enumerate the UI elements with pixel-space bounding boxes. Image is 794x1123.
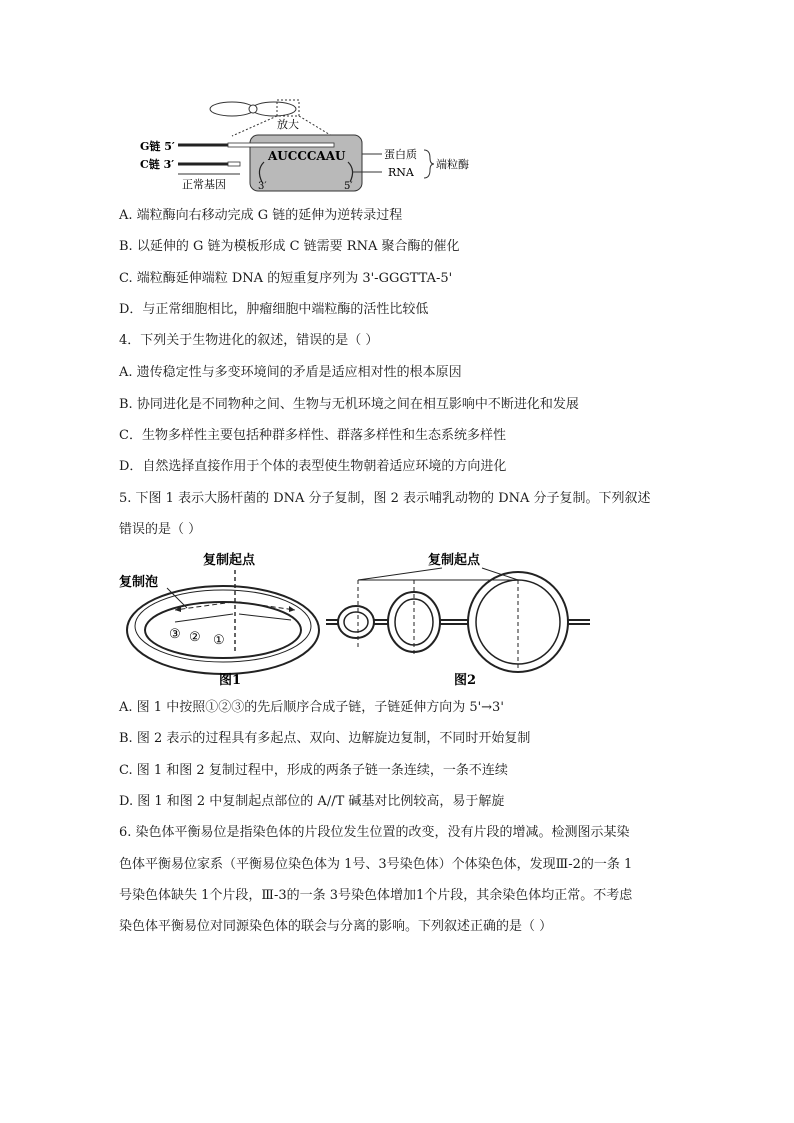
fig1-bubble-label: 复制泡: [119, 575, 159, 590]
protein-label: 蛋白质: [384, 148, 417, 161]
q6-line-4: 染色体平衡易位对同源染色体的联会与分离的影响。下列叙述正确的是（ ）: [119, 919, 553, 934]
q4-option-c: C．生物多样性主要包括种群多样性、群落多样性和生态系统多样性: [119, 428, 506, 443]
telomerase-brace: [424, 150, 434, 178]
q3-option-b: B. 以延伸的 G 链为模板形成 C 链需要 RNA 聚合酶的催化: [119, 239, 460, 254]
q5-option-a: A. 图 1 中按照①②③的先后顺序合成子链，子链延伸方向为 5'→3': [119, 700, 504, 715]
q5-option-d: D. 图 1 和图 2 中复制起点部位的 A//T 碱基对比例较高，易于解旋: [119, 794, 505, 809]
fig1-origin-label: 复制起点: [203, 553, 256, 568]
g-strand-extension: [228, 143, 334, 147]
replication-figure-2: [322, 550, 602, 688]
q4-option-b: B. 协同进化是不同物种之间、生物与无机环境之间在相互影响中不断进化和发展: [119, 397, 579, 412]
fig1-outer-ring: [127, 586, 319, 674]
q4-stem: 4．下列关于生物进化的叙述，错误的是（ ）: [119, 333, 379, 348]
fig1-bubble-outer: [135, 590, 311, 662]
g-strand-label: G链 5′: [140, 140, 175, 153]
q3-option-a: A. 端粒酶向右移动完成 G 链的延伸为逆转录过程: [119, 208, 403, 223]
q6-line-2: 色体平衡易位家系（平衡易位染色体为 1号、3号染色体）个体染色体，发现Ⅲ-2的一条 1: [119, 857, 633, 872]
replication-figure-1: [115, 550, 325, 688]
q4-option-d: D．自然选择直接作用于个体的表型使生物朝着适应环境的方向进化: [119, 459, 507, 474]
telomerase-label: 端粒酶: [436, 158, 469, 171]
q5-option-b: B. 图 2 表示的过程具有多起点、双向、边解旋边复制，不同时开始复制: [119, 731, 531, 746]
q5-stem-line1: 5. 下图 1 表示大肠杆菌的 DNA 分子复制，图 2 表示哺乳动物的 DNA 分子复制。下列叙述: [119, 491, 651, 506]
fig1-arrowhead-2: [289, 606, 295, 612]
zoom-label: 放大: [277, 118, 299, 131]
fig1-fragment-3: ③: [169, 627, 181, 642]
rna-label: RNA: [388, 166, 414, 179]
fig2-bubble-1-inner: [344, 612, 368, 632]
fig1-arrow-upper-right: [239, 602, 295, 610]
rna-template-sequence: AUCCCAAU: [268, 149, 346, 163]
q6-line-1: 6. 染色体平衡易位是指染色体的片段位发生位置的改变，没有片段的增减。检测图示某染: [119, 825, 630, 840]
chromosome-arm-left: [210, 102, 254, 116]
fig2-pointer-left: [358, 568, 442, 580]
c-strand-extension: [228, 162, 240, 166]
zoom-line-right: [299, 116, 332, 136]
fig2-caption: 图2: [454, 673, 477, 688]
fig1-caption: 图1: [219, 673, 242, 688]
fig1-arrow-lower-left: [175, 614, 233, 622]
fig2-origin-label: 复制起点: [428, 553, 481, 568]
q6-line-3: 号染色体缺失 1个片段，Ⅲ-3的一条 3号染色体增加1个片段，其余染色体均正常。不考虑: [119, 888, 633, 903]
q5-option-c: C. 图 1 和图 2 复制过程中，形成的两条子链一条连续，一条不连续: [119, 763, 508, 778]
q4-option-a: A. 遗传稳定性与多变环境间的矛盾是适应相对性的根本原因: [119, 365, 462, 380]
q3-option-c: C. 端粒酶延伸端粒 DNA 的短重复序列为 3'-GGGTTA-5': [119, 271, 453, 286]
fig1-arrow-lower-right: [239, 614, 291, 620]
telomerase-figure: [140, 92, 500, 202]
c-strand-label: C链 3′: [140, 158, 175, 171]
q3-option-d: D．与正常细胞相比，肿瘤细胞中端粒酶的活性比较低: [119, 302, 429, 317]
centromere: [249, 105, 257, 113]
q5-stem-line2: 错误的是（ ）: [119, 522, 202, 537]
fig1-fragment-2: ②: [189, 630, 201, 645]
fig1-fragment-1: ①: [213, 633, 225, 648]
rna-end-right: 5′: [344, 181, 353, 192]
fig2-pointer-right: [482, 568, 518, 580]
rna-end-left: 3′: [258, 181, 267, 192]
zoom-line-left: [232, 116, 277, 136]
normal-gene-label: 正常基因: [182, 178, 226, 191]
chromosome-arm-right: [252, 102, 296, 116]
